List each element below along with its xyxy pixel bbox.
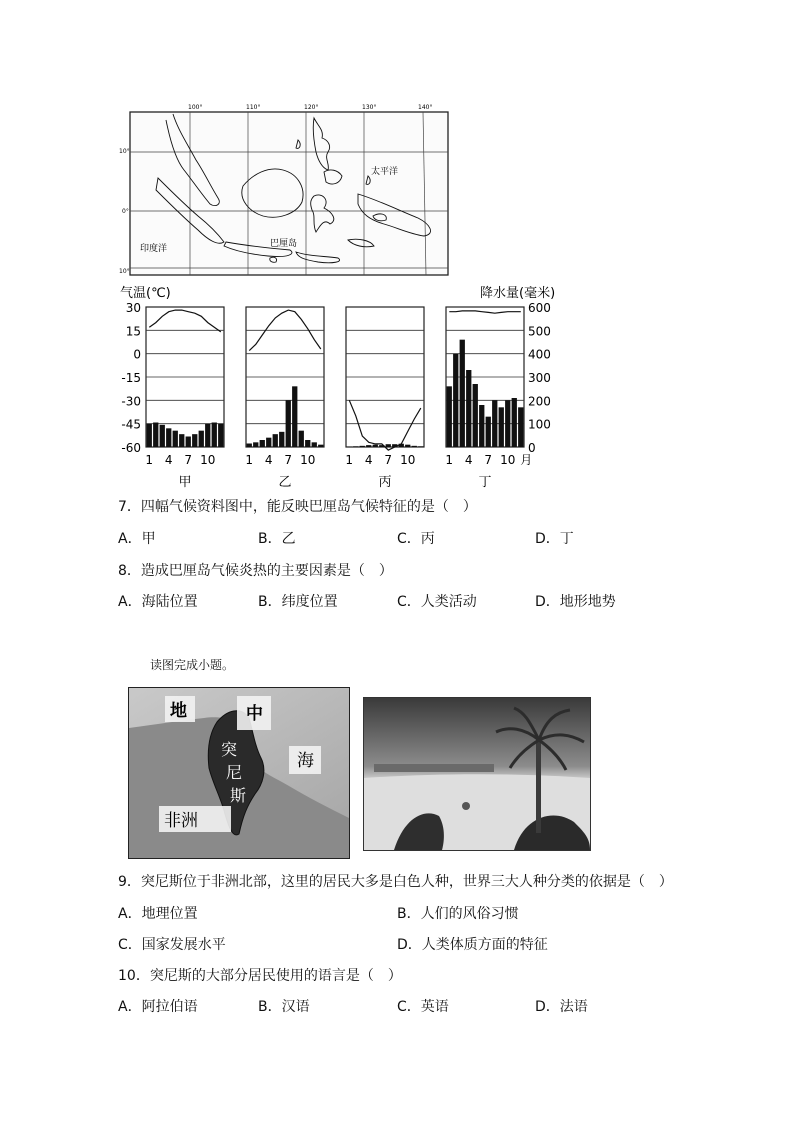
lon-label: 140°	[418, 104, 433, 111]
precipitation-bar	[247, 444, 252, 448]
precipitation-bar	[360, 446, 365, 447]
bali-label: 巴厘岛	[270, 239, 298, 249]
indian-ocean-label: 印度洋	[140, 244, 168, 254]
precipitation-bar	[466, 370, 471, 447]
precipitation-bar	[473, 384, 478, 447]
label-hai: 海	[297, 751, 314, 771]
precipitation-axis-title: 降水量(毫米)	[480, 286, 556, 301]
precipitation-bar	[260, 440, 265, 447]
month-tick-label: 10	[200, 453, 216, 467]
q9-option-c[interactable]: C．国家发展水平	[118, 937, 226, 953]
precipitation-bar	[312, 442, 317, 447]
read-figure-instruction: 读图完成小题。	[150, 658, 235, 672]
precipitation-bar	[199, 431, 204, 447]
q8-option-c[interactable]: C．人类活动	[397, 594, 477, 610]
precipitation-bar	[266, 438, 271, 447]
panel-name-label: 乙	[278, 475, 292, 490]
map-frame	[130, 112, 448, 275]
precipitation-bar	[205, 424, 210, 447]
month-tick-label: 7	[284, 453, 293, 467]
precipitation-bar	[353, 446, 358, 447]
tunisia-map	[128, 687, 350, 859]
precipitation-bar	[460, 340, 465, 447]
q9-option-b[interactable]: B．人们的风俗习惯	[397, 906, 519, 922]
precipitation-bar	[512, 398, 517, 447]
month-tick-label: 1	[445, 453, 454, 467]
label-di: 地	[170, 701, 187, 721]
precipitation-bar	[253, 442, 258, 447]
month-tick-label: 4	[364, 453, 373, 467]
precipitation-bar	[318, 445, 323, 447]
precipitation-bar	[486, 417, 491, 447]
precipitation-bar	[418, 446, 423, 447]
label-tu: 突	[221, 740, 238, 759]
lon-label: 100°	[188, 104, 203, 111]
precipitation-bar	[173, 431, 178, 447]
palm-trunk	[536, 738, 541, 833]
temperature-tick-label: 30	[125, 301, 141, 315]
lon-label: 110°	[246, 104, 261, 111]
q7-option-d[interactable]: D．丁	[535, 531, 574, 547]
precipitation-bar	[505, 400, 510, 447]
precipitation-bar	[292, 386, 297, 447]
precipitation-tick-label: 500	[528, 324, 551, 339]
lon-label: 120°	[304, 104, 319, 111]
month-tick-label: 4	[464, 453, 473, 467]
label-zhong: 中	[246, 704, 263, 724]
precipitation-bar	[299, 431, 304, 447]
month-tick-label: 1	[345, 453, 354, 467]
month-tick-label: 7	[484, 453, 493, 467]
question-9: 9．突尼斯位于非洲北部，这里的居民大多是白色人种，世界三大人种分类的依据是（ ）	[118, 874, 673, 890]
precipitation-bar	[179, 434, 184, 447]
month-tick-label: 7	[184, 453, 193, 467]
precipitation-tick-label: 200	[528, 394, 551, 409]
month-tick-label: 10	[400, 453, 416, 467]
temperature-curve	[349, 400, 421, 450]
precipitation-bar	[160, 425, 165, 447]
precipitation-bar	[453, 354, 458, 447]
label-si: 斯	[230, 786, 247, 805]
q8-option-a[interactable]: A．海陆位置	[118, 594, 198, 610]
temperature-tick-label: -60	[121, 441, 141, 455]
lat-label: 10°	[119, 148, 130, 155]
precipitation-tick-label: 100	[528, 417, 551, 432]
precipitation-bar	[492, 400, 497, 447]
southeast-asia-map	[118, 100, 453, 278]
q7-option-c[interactable]: C．丙	[397, 531, 435, 547]
precipitation-bar	[186, 437, 191, 448]
lat-label: 0°	[122, 208, 129, 215]
temperature-tick-label: 0	[133, 347, 141, 362]
precipitation-tick-label: 300	[528, 371, 551, 385]
panel-name-label: 甲	[178, 475, 192, 490]
precipitation-bar	[366, 445, 371, 447]
q10-option-a[interactable]: A．阿拉伯语	[118, 999, 198, 1015]
temperature-curve	[449, 311, 521, 313]
temperature-tick-label: -45	[121, 417, 141, 432]
precipitation-bar	[147, 424, 152, 447]
precipitation-bar	[279, 432, 284, 447]
precipitation-bar	[499, 407, 504, 447]
precipitation-bar	[447, 386, 452, 447]
q10-option-b[interactable]: B．汉语	[258, 999, 310, 1015]
precipitation-tick-label: 0	[528, 441, 536, 455]
q7-option-b[interactable]: B．乙	[258, 531, 296, 547]
month-tick-label: 4	[264, 453, 273, 467]
q8-option-b[interactable]: B．纬度位置	[258, 594, 338, 610]
lon-label: 130°	[362, 104, 377, 111]
q10-option-c[interactable]: C．英语	[397, 999, 449, 1015]
precipitation-bar	[373, 445, 378, 447]
month-tick-label: 4	[164, 453, 173, 467]
tunisia-photo	[363, 697, 591, 851]
question-7: 7．四幅气候资料图中，能反映巴厘岛气候特征的是（ ）	[118, 499, 477, 515]
precipitation-bar	[479, 405, 484, 447]
temperature-axis-title: 气温(℃)	[120, 286, 171, 301]
panel-name-label: 丁	[478, 475, 492, 490]
precipitation-bar	[192, 434, 197, 447]
pacific-ocean-label: 太平洋	[371, 167, 399, 177]
q9-option-d[interactable]: D．人类体质方面的特征	[397, 937, 548, 953]
q9-option-a[interactable]: A．地理位置	[118, 906, 198, 922]
precipitation-tick-label: 600	[528, 301, 551, 315]
distant-figure	[462, 802, 470, 810]
temperature-curve	[149, 310, 221, 332]
month-tick-label: 10	[300, 453, 316, 467]
q10-option-d[interactable]: D．法语	[535, 999, 588, 1015]
month-tick-label: 7	[384, 453, 393, 467]
precipitation-bar	[412, 446, 417, 447]
precipitation-bar	[153, 423, 158, 448]
question-10: 10．突尼斯的大部分居民使用的语言是（ ）	[118, 968, 402, 984]
month-suffix-label: 月	[520, 453, 533, 467]
panel-name-label: 丙	[378, 475, 392, 490]
precipitation-bar	[305, 440, 310, 447]
month-tick-label: 10	[500, 453, 516, 467]
precipitation-bar	[286, 400, 291, 447]
distant-buildings	[374, 764, 494, 772]
precipitation-bar	[386, 444, 391, 447]
precipitation-bar	[218, 424, 223, 447]
precipitation-bar	[518, 407, 523, 447]
precipitation-bar	[212, 423, 217, 448]
q7-option-a[interactable]: A．甲	[118, 531, 156, 547]
temperature-tick-label: -15	[121, 371, 141, 385]
month-tick-label: 1	[145, 453, 154, 467]
temperature-tick-label: -30	[121, 394, 141, 409]
precipitation-bar	[166, 428, 171, 447]
temperature-tick-label: 15	[125, 324, 141, 339]
month-tick-label: 1	[245, 453, 254, 467]
q8-option-d[interactable]: D．地形地势	[535, 594, 616, 610]
precipitation-tick-label: 400	[528, 347, 551, 362]
precipitation-bar	[405, 445, 410, 447]
label-africa: 非洲	[164, 811, 198, 831]
label-ni: 尼	[226, 763, 243, 782]
question-8: 8．造成巴厘岛气候炎热的主要因素是（ ）	[118, 563, 393, 579]
climate-charts	[112, 280, 562, 490]
precipitation-bar	[273, 434, 278, 447]
lat-label: 10°	[119, 268, 130, 275]
